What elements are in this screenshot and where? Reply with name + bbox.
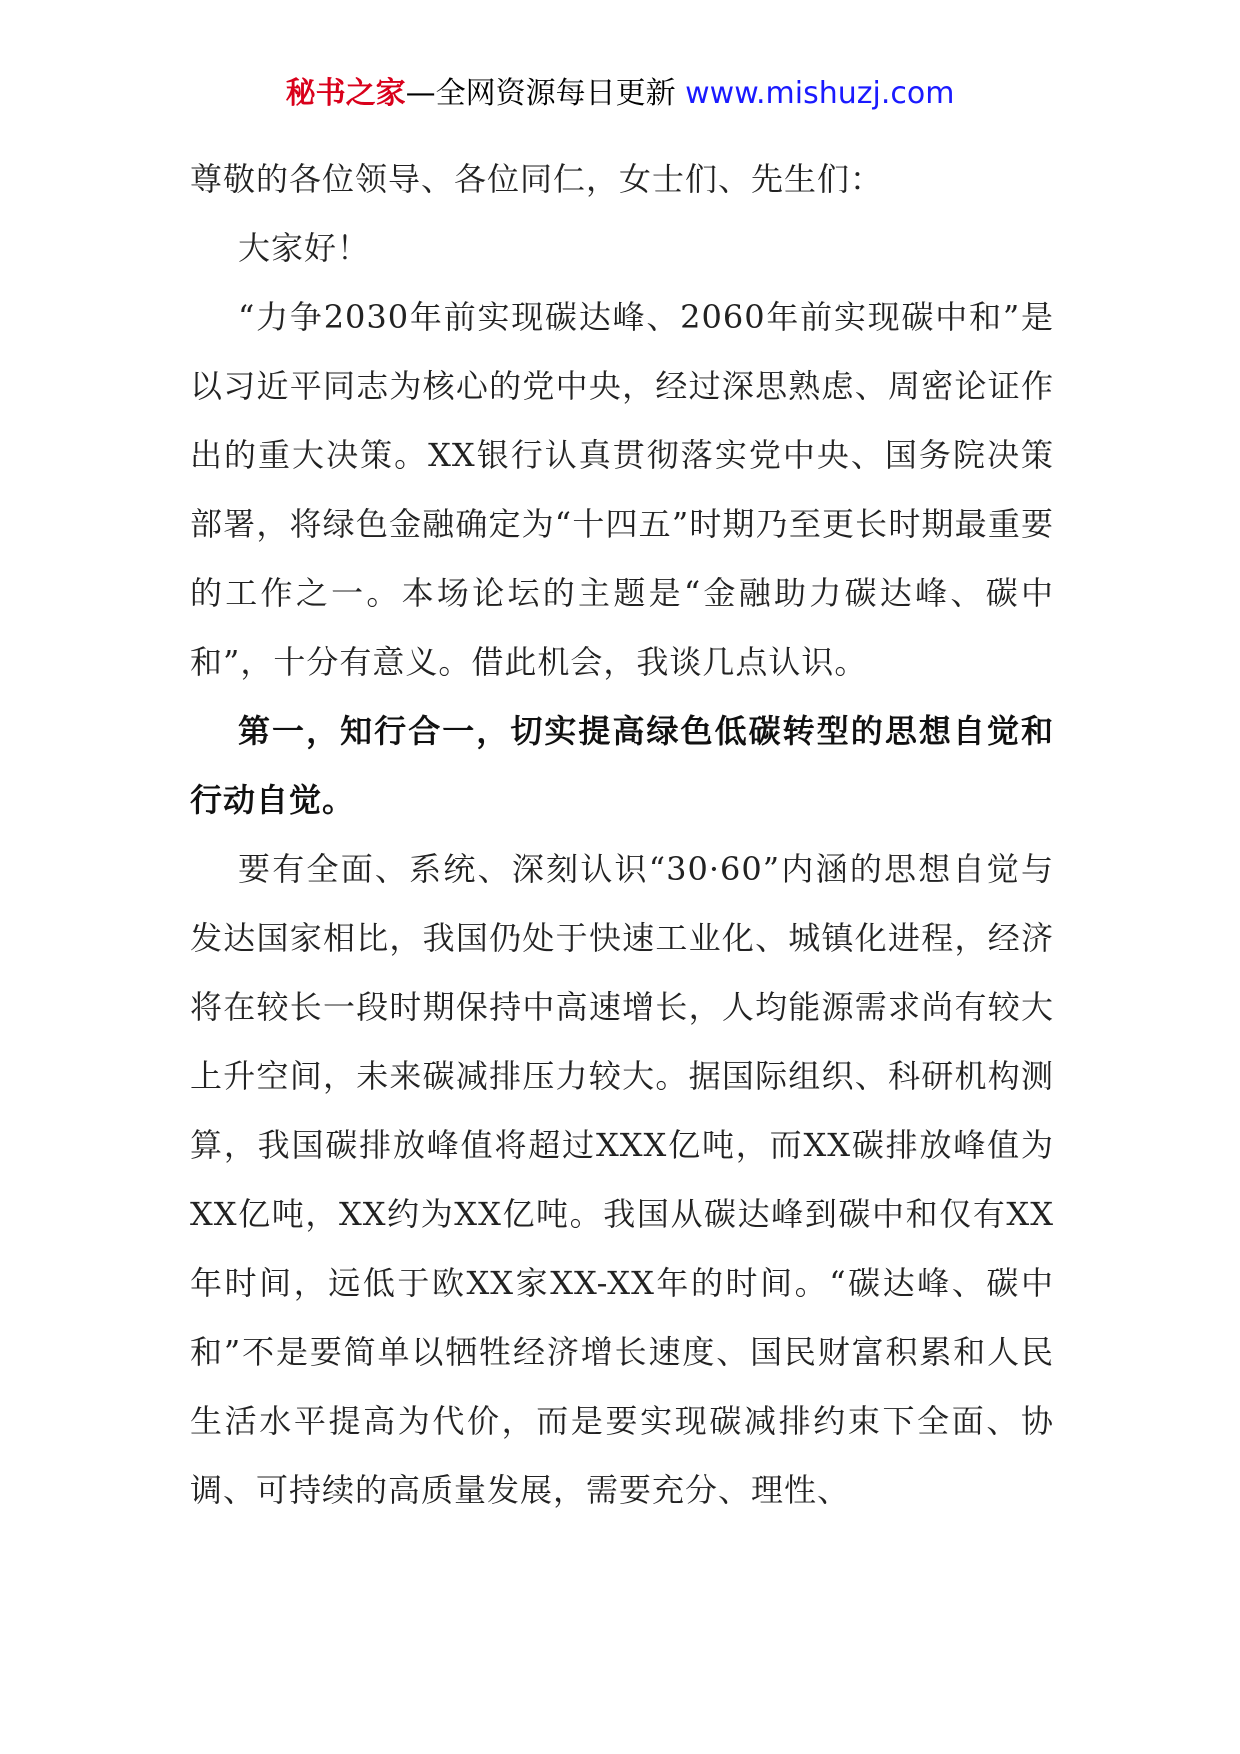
document-body [190,145,1054,1525]
salutation: 尊敬的各位领导、各位同仁，女士们、先生们： [190,160,884,198]
greeting: 大家好！ [238,229,371,267]
site-url-link[interactable]: www.mishuzj.com [685,76,955,111]
paragraph-section-1: 要有全面、系统、深刻认识“30·60”内涵的思想自觉与发达国家相比，我国仍处于快速工业化、城镇化进程，经济将在较长一段时期保持中高速增长，人均能源需求尚有较大上升空间，未来碳减排压力较大。据国际组织、科研机构测算，我国碳排放峰值将超过XXX亿吨，而XX碳排放峰值为XX亿吨，XX约为XX亿吨。我国从碳达峰到碳中和仅有XX年时间，远低于欧XX家XX-XX年的时间。“碳达峰、碳中和”不是要简单以牺牲经济增长速度、国民财富积累和人民生活水平提高为代价，而是要实现碳减排约束下全面、协调、可持续的高质量发展，需要充分、理性、 [190,850,1054,1509]
site-header-banner [0,70,1240,118]
brand-name: 秘书之家 [285,76,406,111]
paragraph-intro: “力争2030年前实现碳达峰、2060年前实现碳中和”是以习近平同志为核心的党中央，经过深思熟虑、周密论证作出的重大决策。XX银行认真贯彻落实党中央、国务院决策部署，将绿色金融确定为“十四五”时期乃至更长时期最重要的工作之一。本场论坛的主题是“金融助力碳达峰、碳中和”，十分有意义。借此机会，我谈几点认识。 [190,298,1054,681]
header-tagline: —全网资源每日更新 [405,76,676,111]
section-heading-1: 第一，知行合一，切实提高绿色低碳转型的思想自觉和行动自觉。 [190,712,1054,819]
